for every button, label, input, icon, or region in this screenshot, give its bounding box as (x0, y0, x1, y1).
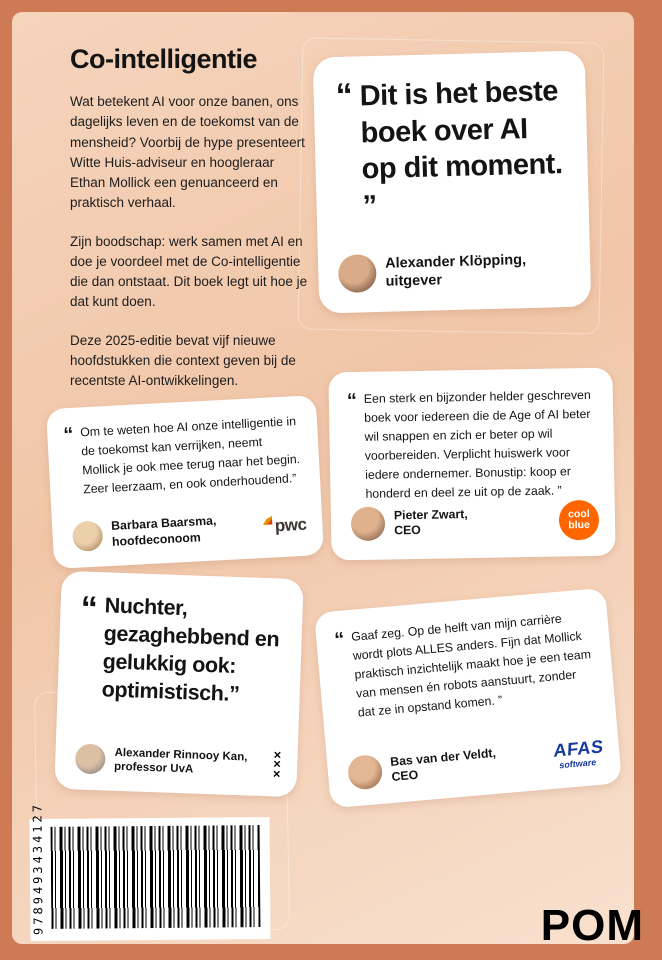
quote-card-klopping (313, 50, 592, 313)
quote-body (335, 73, 567, 225)
intro-paragraph-1: Wat betekent AI voor onze banen, ons dagelijks leven en de toekomst van de mensheid? Voorbij de hype presenteert Witte Huis-adviseur en hoogleraar Ethan Mollick een genuanceerd en praktisch verhaal. (70, 94, 305, 211)
quote-body (347, 386, 597, 505)
quote-mark-icon: “ (335, 76, 354, 116)
pwc-flame-icon (262, 516, 272, 526)
uva-logo: ✕ ✕ ✕ (272, 750, 282, 781)
afas-wordmark: AFAS (553, 735, 604, 761)
quote-card-zwart (328, 368, 615, 561)
avatar-photo (72, 520, 104, 552)
afas-subtext: software (559, 756, 597, 770)
intro-paragraph-3: Deze 2025-editie bevat vijf nieuwe hoofdstukken die context geven bij de recentste AI-ontwikkelingen. (70, 332, 296, 388)
coolblue-wordmark-top: cool (567, 507, 590, 521)
avatar-photo (351, 507, 386, 542)
person-role: CEO (394, 522, 421, 538)
quote-mark-icon: “ (79, 589, 99, 629)
isbn-number: 9789493434127 (30, 801, 46, 936)
attribution-text (111, 514, 218, 550)
quote-card-van-der-veldt (314, 588, 622, 809)
attribution-text (390, 745, 498, 785)
intro-paragraph-2: Zijn boodschap: werk samen met AI en doe je voordeel met de Co-intelligentie die dan ontstaat. Dit boek legt uit hoe je dat kunt doen. (70, 233, 308, 310)
quote-body (334, 607, 597, 724)
avatar-photo (338, 254, 377, 293)
attribution-text (385, 251, 527, 291)
quote-mark-icon: “ (333, 628, 346, 652)
quote-text: Dit is het beste boek over AI op dit moment. ” (359, 75, 563, 222)
coolblue-wordmark-bottom: blue (568, 518, 590, 532)
pwc-wordmark: pwc (274, 514, 307, 536)
quote-text: Om te weten hoe AI onze intelligentie in de toekomst kan verrijken, neemt Mollick je ook mee terug naar het begin. Zeer leerzaam, en ook onderhoudend.” (79, 414, 301, 497)
quote-body (63, 412, 305, 501)
person-role: uitgever (385, 272, 443, 290)
quote-text: Gaaf zeg. Op de helft van mijn carrière wordt plots ALLES anders. Fijn dat Mollick praktisch inzichtelijk maakt hoe je een team van mensen én robots aanstuurt, zonder dat ze in opstand komen. ” (350, 611, 592, 720)
quote-body (77, 589, 283, 711)
quote-mark-icon: “ (346, 390, 358, 413)
avatar-photo (347, 754, 384, 791)
avatar-photo (75, 743, 106, 774)
quote-text: Nuchter, gezaghebbend en gelukkig ook: optimistisch.” (101, 593, 280, 706)
person-name: Alexander Klöpping, (384, 251, 527, 272)
quote-card-rinnooy-kan (54, 571, 303, 797)
person-name: Pieter Zwart, (393, 506, 468, 523)
person-role: hoofdeconoom (111, 529, 202, 549)
quote-card-baarsma (46, 395, 324, 569)
attribution-text (114, 745, 248, 778)
person-role: professor UvA (113, 760, 194, 776)
coolblue-logo (559, 500, 600, 541)
attribution (347, 734, 605, 790)
book-title: Co-intelligentie (70, 44, 257, 74)
person-name: Barbara Baarsma, (110, 513, 217, 534)
quote-mark-icon: “ (62, 423, 74, 447)
intro-text (70, 92, 308, 409)
publisher-logo: POM (540, 901, 644, 950)
person-name: Alexander Rinnooy Kan, (114, 746, 248, 764)
attribution-text (394, 507, 468, 539)
pwc-logo (262, 514, 307, 537)
attribution (72, 509, 307, 552)
attribution (75, 743, 282, 780)
barcode-bars (51, 825, 261, 929)
attribution (338, 249, 575, 293)
quote-text: Een sterk en bijzonder helder geschreven boek voor iedereen die de Age of AI beter wil snappen en zich er beter op wil voorbereiden. Verplicht huiswerk voor iedere ondernemer. Bonustip: koop er honderd en deel ze uit op de zaak. ” (363, 387, 591, 502)
person-name: Bas van der Veldt, (389, 745, 497, 769)
afas-logo (553, 737, 604, 771)
barcode (29, 801, 270, 941)
attribution (351, 500, 600, 544)
person-role: CEO (390, 767, 419, 784)
